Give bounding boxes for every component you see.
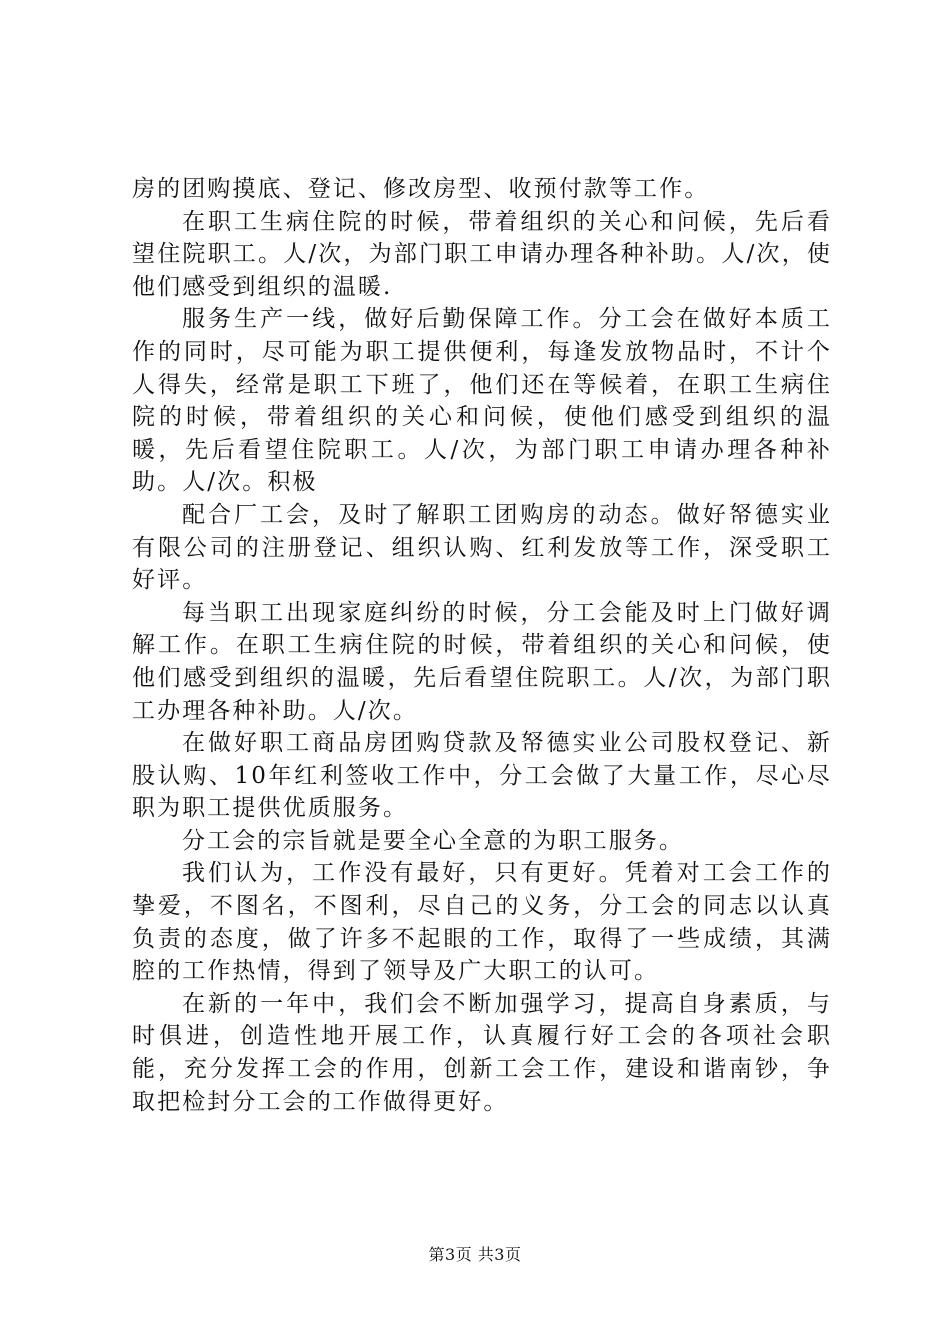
- paragraph-3: 服务生产一线，做好后勤保障工作。分工会在做好本质工作的同时，尽可能为职工提供便利，每逢发放物品时，不计个人得失，经常是职工下班了，他们还在等候着，在职工生病住院的时候，带着组织的关心和问候，使他们感受到组织的温暖，先后看望住院职工。人/次，为部门职工申请办理各种补助。人/次。积极: [132, 306, 832, 496]
- paragraph-1: 房的团购摸底、登记、修改房型、收预付款等工作。: [132, 176, 710, 202]
- paragraph-4: 配合厂工会，及时了解职工团购房的动态。做好帑德实业有限公司的注册登记、组织认购、红利发放等工作，深受职工好评。: [132, 501, 832, 594]
- paragraph-6: 在做好职工商品房团购贷款及帑德实业公司股权登记、新股认购、10年红利签收工作中，分工会做了大量工作，尽心尽职为职工提供优质服务。: [132, 730, 832, 822]
- paragraph-2: 在职工生病住院的时候，带着组织的关心和问候，先后看望住院职工。人/次，为部门职工申请办理各种补助。人/次，使他们感受到组织的温暖.: [132, 208, 832, 300]
- paragraph-5: 每当职工出现家庭纠纷的时候，分工会能及时上门做好调解工作。在职工生病住院的时候，带着组织的关心和问候，使他们感受到组织的温暖，先后看望住院职工。人/次，为部门职工办理各种补助。人/次。: [132, 599, 832, 724]
- paragraph-9: 在新的一年中，我们会不断加强学习，提高自身素质，与时俱进，创造性地开展工作，认真履行好工会的各项社会职能，充分发挥工会的作用，创新工会工作，建设和谐南钞，争取把检封分工会的工作做得更好。: [132, 990, 832, 1115]
- paragraph-7: 分工会的宗旨就是要全心全意的为职工服务。: [182, 827, 684, 854]
- document-body: [132, 173, 832, 1118]
- page-footer: 第3页 共3页: [428, 1245, 522, 1264]
- paragraph-8: 我们认为，工作没有最好，只有更好。凭着对工会工作的挚爱，不图名，不图利，尽自己的义务，分工会的同志以认真负责的态度，做了许多不起眼的工作，取得了一些成绩，其满腔的工作热情，得到了领导及广大职工的认可。: [132, 860, 832, 985]
